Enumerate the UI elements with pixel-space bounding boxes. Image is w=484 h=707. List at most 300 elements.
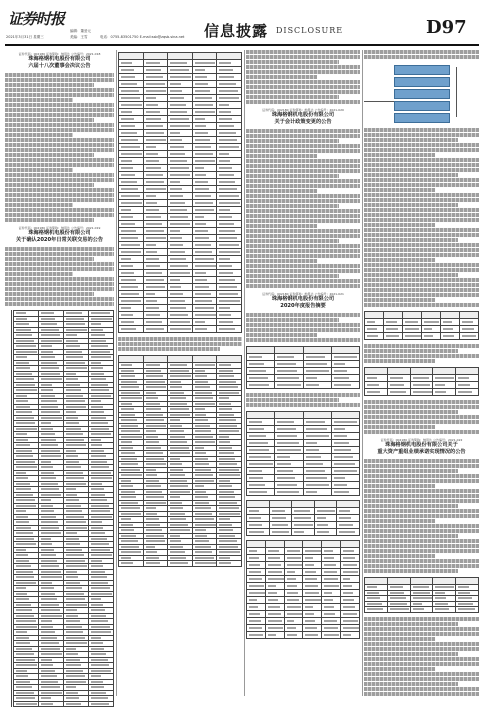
table-cell: [337, 522, 360, 529]
table-cell: [192, 270, 217, 277]
table-cell: [365, 326, 384, 333]
table-cell: [143, 270, 168, 277]
table-cell: [365, 607, 388, 613]
table-cell: [403, 333, 422, 340]
table-cell: [143, 221, 168, 228]
article-header: [5, 52, 114, 70]
table-cell: [247, 562, 266, 569]
table-cell: [275, 454, 303, 461]
table-cell: [303, 482, 331, 489]
article-headline: 关于会计政策变更的公告: [274, 119, 332, 125]
table-cell: [265, 604, 284, 611]
table-cell: [456, 382, 479, 389]
table-cell: [143, 186, 168, 193]
table-cell: [119, 186, 144, 193]
table-row: [365, 368, 479, 375]
table-cell: [119, 109, 144, 116]
table-cell: [341, 590, 360, 597]
table-cell: [192, 256, 217, 263]
table-cell: [269, 508, 292, 515]
table-cell: [456, 389, 479, 396]
table-cell: [403, 319, 422, 326]
table-row: [119, 326, 242, 333]
table-cell: [217, 109, 242, 116]
table-cell: [322, 611, 341, 618]
table-cell: [217, 207, 242, 214]
basic-info-table: [246, 346, 360, 389]
table-cell: [119, 102, 144, 109]
table-row: [247, 475, 360, 482]
table-cell: [119, 130, 144, 137]
table-cell: [341, 597, 360, 604]
table-cell: [247, 522, 270, 529]
table-cell: [192, 319, 217, 326]
table-row: [247, 482, 360, 489]
table-cell: [143, 263, 168, 270]
table-cell: [143, 172, 168, 179]
table-cell: [331, 375, 359, 382]
table-cell: [322, 618, 341, 625]
table-cell: [168, 88, 193, 95]
stock-code-line: 证券代码：002180 证券简称：纳思达 公告编号：2021-021: [262, 292, 344, 296]
table-cell: [303, 347, 331, 354]
table-cell: [275, 440, 303, 447]
table-cell: [284, 569, 303, 576]
table-cell: [192, 102, 217, 109]
table-cell: [119, 356, 144, 363]
table-cell: [433, 375, 456, 382]
table-cell: [143, 88, 168, 95]
table-cell: [247, 382, 275, 389]
ownership-structure-chart: [364, 63, 479, 123]
table-cell: [192, 172, 217, 179]
table-row: [365, 389, 479, 396]
table-cell: [143, 130, 168, 137]
table-cell: [119, 172, 144, 179]
table-cell: [269, 501, 292, 508]
table-cell: [168, 214, 193, 221]
table-cell: [303, 611, 322, 618]
table-cell: [303, 375, 331, 382]
contact-line: 电话：0755-83501750 E-mail:ssb@zqsb.sina.net: [100, 35, 185, 39]
table-row: [119, 67, 242, 74]
table-cell: [303, 597, 322, 604]
table-cell: [143, 242, 168, 249]
table-row: [119, 277, 242, 284]
table-cell: [265, 618, 284, 625]
table-cell: [265, 611, 284, 618]
table-cell: [284, 632, 303, 639]
financial-data-table: [246, 411, 360, 496]
table-cell: [168, 200, 193, 207]
table-cell: [143, 60, 168, 67]
table-cell: [168, 95, 193, 102]
table-cell: [275, 482, 303, 489]
table-cell: [387, 375, 410, 382]
table-cell: [331, 447, 359, 454]
article-header: [5, 226, 114, 244]
table-row: [119, 144, 242, 151]
table-cell: [322, 597, 341, 604]
table-row: [119, 116, 242, 123]
table-cell: [275, 347, 303, 354]
table-cell: [168, 298, 193, 305]
table-row: [119, 207, 242, 214]
table-cell: [143, 151, 168, 158]
table-row: [247, 583, 360, 590]
table-cell: [265, 597, 284, 604]
table-cell: [365, 333, 384, 340]
bond-info-table: [364, 311, 479, 340]
table-cell: [119, 235, 144, 242]
table-cell: [433, 382, 456, 389]
body-text: [364, 617, 479, 696]
table-cell: [387, 607, 410, 613]
table-cell: [168, 74, 193, 81]
table-cell: [192, 221, 217, 228]
table-cell: [217, 186, 242, 193]
table-row: [365, 578, 479, 585]
table-cell: [119, 291, 144, 298]
table-row: [119, 242, 242, 249]
table-cell: [168, 270, 193, 277]
table-cell: [322, 548, 341, 555]
table-cell: [119, 228, 144, 235]
table-cell: [247, 447, 275, 454]
table-row: [247, 515, 360, 522]
table-cell: [119, 221, 144, 228]
table-cell: [217, 277, 242, 284]
table-cell: [441, 333, 460, 340]
column-2: [118, 50, 242, 696]
table-cell: [192, 228, 217, 235]
body-text: [5, 247, 114, 306]
table-cell: [365, 368, 388, 375]
column-divider: [116, 50, 117, 696]
table-cell: [303, 618, 322, 625]
table-cell: [284, 562, 303, 569]
table-cell: [168, 277, 193, 284]
table-cell: [433, 578, 456, 585]
article-header: [246, 108, 360, 126]
table-cell: [119, 158, 144, 165]
table-cell: [168, 109, 193, 116]
table-cell: [331, 419, 359, 426]
table-cell: [119, 326, 144, 333]
table-cell: [143, 256, 168, 263]
table-cell: [192, 60, 217, 67]
table-row: [119, 74, 242, 81]
article-headline: 关于确认2020年日常关联交易的公告: [15, 237, 104, 243]
table-cell: [322, 590, 341, 597]
table-cell: [247, 361, 275, 368]
table-row: [119, 298, 242, 305]
table-cell: [119, 67, 144, 74]
table-cell: [341, 583, 360, 590]
body-text: [364, 400, 479, 434]
table-row: [247, 468, 360, 475]
table-cell: [247, 604, 266, 611]
body-text: [246, 50, 360, 104]
table-cell: [265, 541, 284, 548]
table-cell: [143, 235, 168, 242]
transaction-detail-table: [118, 52, 242, 333]
table-cell: [433, 607, 456, 613]
table-cell: [275, 426, 303, 433]
table-cell: [341, 562, 360, 569]
table-cell: [275, 461, 303, 468]
table-cell: [303, 583, 322, 590]
table-row: [119, 151, 242, 158]
table-cell: [89, 701, 114, 707]
table-cell: [168, 242, 193, 249]
quarterly-data-table: [246, 500, 360, 536]
table-cell: [247, 590, 266, 597]
table-cell: [247, 454, 275, 461]
table-cell: [168, 53, 193, 60]
table-row: [119, 228, 242, 235]
table-cell: [341, 604, 360, 611]
table-cell: [192, 74, 217, 81]
body-text: [364, 459, 479, 573]
table-cell: [247, 508, 270, 515]
table-cell: [192, 193, 217, 200]
table-cell: [217, 249, 242, 256]
table-row: [365, 607, 479, 613]
table-row: [119, 172, 242, 179]
table-cell: [119, 207, 144, 214]
table-cell: [337, 508, 360, 515]
table-cell: [119, 116, 144, 123]
table-cell: [303, 604, 322, 611]
table-cell: [119, 242, 144, 249]
table-cell: [143, 165, 168, 172]
table-cell: [119, 81, 144, 88]
table-cell: [217, 291, 242, 298]
table-cell: [217, 193, 242, 200]
table-cell: [217, 284, 242, 291]
table-cell: [331, 354, 359, 361]
table-row: [119, 249, 242, 256]
table-cell: [119, 277, 144, 284]
table-cell: [387, 578, 410, 585]
table-cell: [265, 576, 284, 583]
article-header: [364, 438, 479, 456]
article-headline: 重大资产重组业绩承诺实现情况的公告: [377, 449, 466, 455]
table-row: [247, 632, 360, 639]
table-cell: [247, 354, 275, 361]
table-cell: [143, 561, 168, 567]
table-cell: [119, 53, 144, 60]
body-text: [364, 50, 479, 59]
table-cell: [275, 468, 303, 475]
table-row: [14, 701, 114, 707]
table-cell: [217, 158, 242, 165]
table-cell: [284, 590, 303, 597]
table-row: [247, 604, 360, 611]
table-cell: [341, 541, 360, 548]
table-cell: [456, 607, 479, 613]
chart-node: [394, 89, 450, 99]
table-row: [119, 256, 242, 263]
table-cell: [265, 569, 284, 576]
table-cell: [292, 501, 315, 508]
stock-code-line: 证券代码：002180 证券简称：纳思达 公告编号：2021-018: [18, 52, 101, 56]
table-cell: [143, 249, 168, 256]
table-cell: [331, 382, 359, 389]
table-row: [247, 618, 360, 625]
table-cell: [143, 277, 168, 284]
table-cell: [168, 235, 193, 242]
table-cell: [247, 632, 266, 639]
table-cell: [119, 179, 144, 186]
table-cell: [365, 389, 388, 396]
table-cell: [143, 123, 168, 130]
table-cell: [337, 529, 360, 536]
table-cell: [192, 249, 217, 256]
page-number: D97: [426, 17, 467, 38]
table-row: [247, 412, 360, 419]
table-cell: [292, 508, 315, 515]
table-cell: [303, 548, 322, 555]
table-cell: [143, 356, 168, 363]
table-cell: [341, 632, 360, 639]
column-4: [364, 50, 479, 696]
table-cell: [217, 256, 242, 263]
table-row: [119, 102, 242, 109]
table-cell: [143, 207, 168, 214]
table-cell: [143, 137, 168, 144]
table-row: [365, 312, 479, 319]
table-row: [247, 611, 360, 618]
table-cell: [331, 475, 359, 482]
table-row: [119, 137, 242, 144]
table-cell: [119, 95, 144, 102]
table-cell: [247, 347, 275, 354]
table-cell: [217, 95, 242, 102]
table-cell: [275, 382, 303, 389]
table-cell: [303, 576, 322, 583]
table-cell: [292, 522, 315, 529]
table-cell: [168, 123, 193, 130]
table-cell: [192, 116, 217, 123]
table-cell: [192, 130, 217, 137]
table-cell: [410, 607, 433, 613]
table-cell: [217, 116, 242, 123]
table-cell: [247, 515, 270, 522]
table-cell: [119, 74, 144, 81]
table-cell: [384, 333, 403, 340]
table-cell: [331, 361, 359, 368]
table-cell: [410, 368, 433, 375]
table-row: [119, 186, 242, 193]
table-cell: [337, 501, 360, 508]
table-cell: [217, 144, 242, 151]
article-header: [246, 292, 360, 310]
table-cell: [303, 468, 331, 475]
table-cell: [303, 354, 331, 361]
table-cell: [460, 333, 479, 340]
table-cell: [217, 53, 242, 60]
table-cell: [192, 207, 217, 214]
table-cell: [247, 541, 266, 548]
table-cell: [217, 137, 242, 144]
table-cell: [331, 489, 359, 496]
table-cell: [269, 522, 292, 529]
table-cell: [143, 319, 168, 326]
table-cell: [292, 529, 315, 536]
table-cell: [365, 578, 388, 585]
table-row: [119, 81, 242, 88]
performance-commitment-table: [364, 577, 479, 613]
table-row: [247, 426, 360, 433]
table-cell: [269, 515, 292, 522]
table-cell: [217, 88, 242, 95]
masthead-rule: [5, 44, 479, 46]
body-text: [246, 313, 360, 342]
table-cell: [217, 228, 242, 235]
table-row: [247, 433, 360, 440]
table-cell: [275, 375, 303, 382]
table-cell: [217, 102, 242, 109]
table-row: [365, 375, 479, 382]
table-cell: [192, 88, 217, 95]
table-cell: [192, 109, 217, 116]
table-row: [365, 333, 479, 340]
table-cell: [460, 326, 479, 333]
table-cell: [119, 312, 144, 319]
table-cell: [456, 578, 479, 585]
chart-node: [394, 65, 450, 75]
table-cell: [168, 186, 193, 193]
table-cell: [460, 319, 479, 326]
table-row: [119, 109, 242, 116]
table-cell: [322, 625, 341, 632]
table-row: [119, 214, 242, 221]
table-row: [247, 347, 360, 354]
table-cell: [275, 419, 303, 426]
table-cell: [168, 249, 193, 256]
table-cell: [275, 475, 303, 482]
table-cell: [341, 569, 360, 576]
table-cell: [365, 319, 384, 326]
column-divider: [244, 50, 245, 696]
table-cell: [64, 701, 89, 707]
table-cell: [275, 368, 303, 375]
table-row: [247, 569, 360, 576]
table-row: [119, 158, 242, 165]
table-cell: [168, 305, 193, 312]
table-row: [119, 165, 242, 172]
table-cell: [119, 193, 144, 200]
stock-code-line: 证券代码：002180 证券简称：纳思达 公告编号：2021-019: [18, 226, 101, 230]
table-cell: [217, 74, 242, 81]
table-cell: [168, 179, 193, 186]
table-cell: [119, 270, 144, 277]
table-cell: [143, 284, 168, 291]
table-cell: [284, 555, 303, 562]
table-row: [119, 561, 242, 567]
table-cell: [284, 625, 303, 632]
table-cell: [192, 81, 217, 88]
table-cell: [143, 312, 168, 319]
table-cell: [322, 604, 341, 611]
table-cell: [322, 632, 341, 639]
table-cell: [217, 151, 242, 158]
table-cell: [168, 207, 193, 214]
shareholder-table: [246, 540, 360, 639]
table-cell: [284, 611, 303, 618]
